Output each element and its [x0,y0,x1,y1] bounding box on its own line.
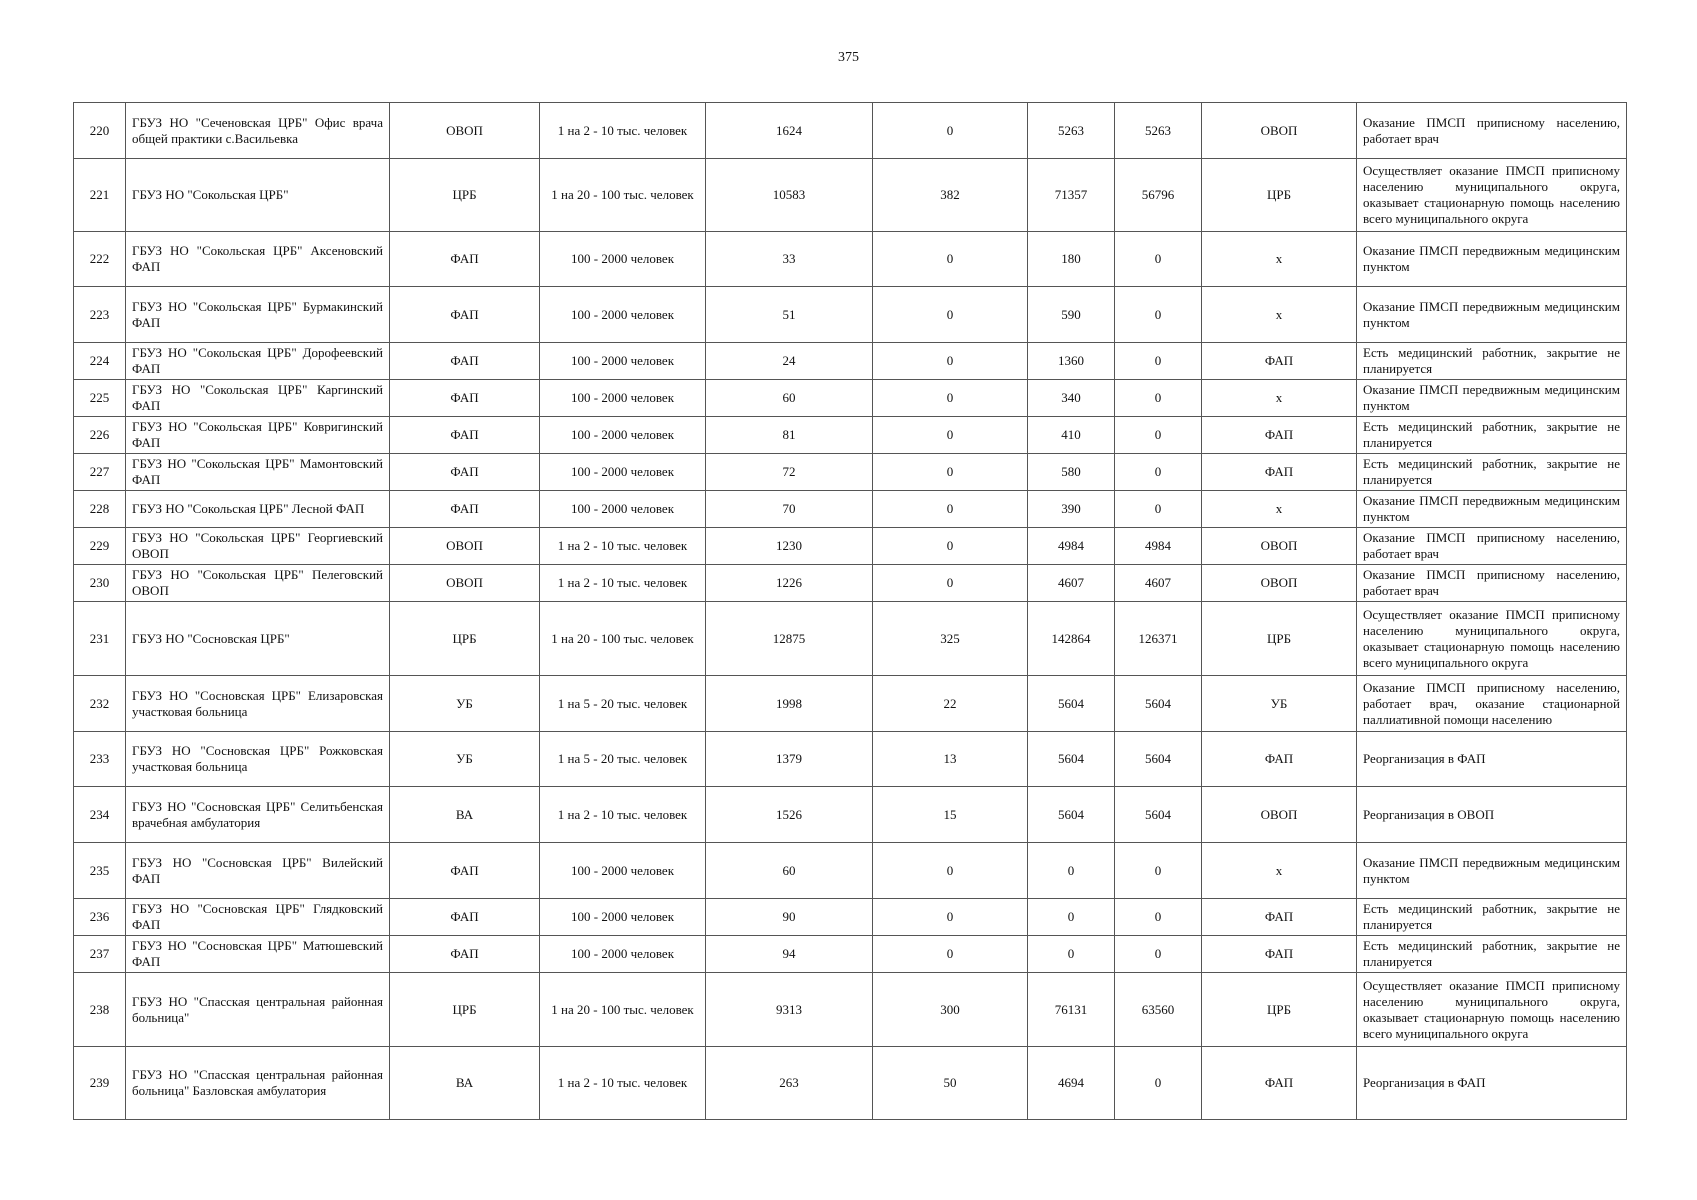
facility-name: ГБУЗ НО "Сокольская ЦРБ" Георгиевский ОВОП [126,528,390,565]
value-2: 63560 [1115,973,1202,1047]
attached-population: 1998 [706,676,873,732]
target-type: ЦРБ [1202,973,1357,1047]
bed-count: 0 [873,287,1028,343]
value-1: 5604 [1028,787,1115,843]
facility-type: ФАП [390,232,540,287]
facility-name: ГБУЗ НО "Сеченовская ЦРБ" Офис врача общей практики с.Васильевка [126,103,390,159]
value-1: 4694 [1028,1047,1115,1120]
note: Есть медицинский работник, закрытие не планируется [1357,343,1627,380]
target-type: ФАП [1202,417,1357,454]
row-number: 232 [74,676,126,732]
target-type: ФАП [1202,936,1357,973]
value-2: 0 [1115,380,1202,417]
target-type: ОВОП [1202,787,1357,843]
attached-population: 10583 [706,159,873,232]
coverage-norm: 1 на 2 - 10 тыс. человек [540,1047,706,1120]
facility-name: ГБУЗ НО "Сокольская ЦРБ" Пелеговский ОВОП [126,565,390,602]
attached-population: 70 [706,491,873,528]
target-type: ОВОП [1202,103,1357,159]
bed-count: 382 [873,159,1028,232]
attached-population: 12875 [706,602,873,676]
facility-type: ФАП [390,899,540,936]
value-2: 0 [1115,417,1202,454]
value-1: 71357 [1028,159,1115,232]
value-2: 0 [1115,1047,1202,1120]
table-row [74,417,1627,454]
value-1: 76131 [1028,973,1115,1047]
target-type: х [1202,287,1357,343]
bed-count: 325 [873,602,1028,676]
note: Оказание ПМСП передвижным медицинским пунктом [1357,843,1627,899]
value-2: 0 [1115,232,1202,287]
value-2: 5604 [1115,732,1202,787]
value-2: 126371 [1115,602,1202,676]
facility-name: ГБУЗ НО "Спасская центральная районная больница" [126,973,390,1047]
table-row [74,343,1627,380]
facility-name: ГБУЗ НО "Сокольская ЦРБ" Каргинский ФАП [126,380,390,417]
row-number: 233 [74,732,126,787]
facility-type: ФАП [390,417,540,454]
bed-count: 0 [873,232,1028,287]
table-row [74,602,1627,676]
target-type: х [1202,843,1357,899]
row-number: 235 [74,843,126,899]
value-2: 0 [1115,843,1202,899]
facility-type: ФАП [390,343,540,380]
value-1: 390 [1028,491,1115,528]
table-row [74,528,1627,565]
facility-type: ФАП [390,380,540,417]
coverage-norm: 1 на 20 - 100 тыс. человек [540,159,706,232]
value-2: 5604 [1115,787,1202,843]
coverage-norm: 100 - 2000 человек [540,287,706,343]
value-2: 4607 [1115,565,1202,602]
attached-population: 9313 [706,973,873,1047]
coverage-norm: 100 - 2000 человек [540,232,706,287]
facility-type: ВА [390,787,540,843]
note: Реорганизация в ФАП [1357,732,1627,787]
row-number: 234 [74,787,126,843]
target-type: УБ [1202,676,1357,732]
facility-type: ФАП [390,454,540,491]
target-type: ФАП [1202,732,1357,787]
facility-name: ГБУЗ НО "Сокольская ЦРБ" Бурмакинский ФАП [126,287,390,343]
bed-count: 0 [873,528,1028,565]
value-1: 590 [1028,287,1115,343]
table-row [74,732,1627,787]
coverage-norm: 100 - 2000 человек [540,899,706,936]
value-1: 0 [1028,936,1115,973]
note: Оказание ПМСП передвижным медицинским пунктом [1357,380,1627,417]
coverage-norm: 1 на 2 - 10 тыс. человек [540,528,706,565]
coverage-norm: 100 - 2000 человек [540,343,706,380]
row-number: 224 [74,343,126,380]
note: Осуществляет оказание ПМСП приписному населению муниципального округа, оказывает стационарную помощь населению всего муниципального округа [1357,159,1627,232]
coverage-norm: 100 - 2000 человек [540,936,706,973]
note: Осуществляет оказание ПМСП приписному населению муниципального округа, оказывает стационарную помощь населению всего муниципального округа [1357,973,1627,1047]
bed-count: 15 [873,787,1028,843]
coverage-norm: 1 на 2 - 10 тыс. человек [540,565,706,602]
note: Реорганизация в ФАП [1357,1047,1627,1120]
bed-count: 0 [873,454,1028,491]
value-2: 56796 [1115,159,1202,232]
facility-name: ГБУЗ НО "Сосновская ЦРБ" Елизаровская участковая больница [126,676,390,732]
note: Оказание ПМСП приписному населению, работает врач [1357,565,1627,602]
value-1: 580 [1028,454,1115,491]
facility-type: ЦРБ [390,973,540,1047]
facility-name: ГБУЗ НО "Сосновская ЦРБ" [126,602,390,676]
target-type: ОВОП [1202,565,1357,602]
facility-name: ГБУЗ НО "Сосновская ЦРБ" Глядковский ФАП [126,899,390,936]
coverage-norm: 1 на 20 - 100 тыс. человек [540,602,706,676]
target-type: ФАП [1202,454,1357,491]
attached-population: 1230 [706,528,873,565]
note: Есть медицинский работник, закрытие не планируется [1357,454,1627,491]
attached-population: 1624 [706,103,873,159]
row-number: 237 [74,936,126,973]
facility-name: ГБУЗ НО "Сокольская ЦРБ" Мамонтовский ФАП [126,454,390,491]
page-number: 375 [838,50,859,65]
facility-type: ФАП [390,491,540,528]
coverage-norm: 1 на 2 - 10 тыс. человек [540,787,706,843]
facility-name: ГБУЗ НО "Сокольская ЦРБ" Лесной ФАП [126,491,390,528]
note: Осуществляет оказание ПМСП приписному населению муниципального округа, оказывает стационарную помощь населению всего муниципального округа [1357,602,1627,676]
row-number: 230 [74,565,126,602]
coverage-norm: 100 - 2000 человек [540,380,706,417]
value-1: 0 [1028,899,1115,936]
value-2: 5263 [1115,103,1202,159]
table-row [74,973,1627,1047]
target-type: ОВОП [1202,528,1357,565]
bed-count: 50 [873,1047,1028,1120]
value-1: 5604 [1028,732,1115,787]
bed-count: 0 [873,380,1028,417]
note: Оказание ПМСП приписному населению, работает врач, оказание стационарной паллиативной помощи населению [1357,676,1627,732]
coverage-norm: 100 - 2000 человек [540,843,706,899]
row-number: 228 [74,491,126,528]
facility-name: ГБУЗ НО "Сосновская ЦРБ" Рожковская участковая больница [126,732,390,787]
coverage-norm: 1 на 5 - 20 тыс. человек [540,676,706,732]
facility-name: ГБУЗ НО "Спасская центральная районная больница" Базловская амбулатория [126,1047,390,1120]
target-type: х [1202,380,1357,417]
facility-type: ФАП [390,287,540,343]
value-1: 142864 [1028,602,1115,676]
note: Оказание ПМСП передвижным медицинским пунктом [1357,232,1627,287]
facility-type: ЦРБ [390,159,540,232]
row-number: 226 [74,417,126,454]
attached-population: 72 [706,454,873,491]
value-1: 180 [1028,232,1115,287]
row-number: 236 [74,899,126,936]
facility-name: ГБУЗ НО "Сокольская ЦРБ" Ковригинский ФАП [126,417,390,454]
row-number: 227 [74,454,126,491]
row-number: 231 [74,602,126,676]
attached-population: 263 [706,1047,873,1120]
table-row [74,287,1627,343]
facility-type: УБ [390,732,540,787]
value-2: 5604 [1115,676,1202,732]
bed-count: 0 [873,843,1028,899]
attached-population: 90 [706,899,873,936]
value-2: 0 [1115,899,1202,936]
row-number: 238 [74,973,126,1047]
attached-population: 60 [706,380,873,417]
bed-count: 0 [873,936,1028,973]
table-body [74,103,1627,1120]
row-number: 223 [74,287,126,343]
table-row [74,232,1627,287]
target-type: ФАП [1202,1047,1357,1120]
target-type: ФАП [1202,343,1357,380]
attached-population: 24 [706,343,873,380]
note: Оказание ПМСП приписному населению, работает врач [1357,103,1627,159]
table-row [74,676,1627,732]
row-number: 222 [74,232,126,287]
table-row [74,565,1627,602]
target-type: ЦРБ [1202,602,1357,676]
attached-population: 51 [706,287,873,343]
target-type: ЦРБ [1202,159,1357,232]
attached-population: 60 [706,843,873,899]
table-row [74,899,1627,936]
attached-population: 1526 [706,787,873,843]
table-row [74,787,1627,843]
note: Есть медицинский работник, закрытие не планируется [1357,936,1627,973]
row-number: 221 [74,159,126,232]
facility-type: ФАП [390,936,540,973]
target-type: х [1202,491,1357,528]
coverage-norm: 1 на 2 - 10 тыс. человек [540,103,706,159]
facility-name: ГБУЗ НО "Сосновская ЦРБ" Вилейский ФАП [126,843,390,899]
bed-count: 300 [873,973,1028,1047]
table-row [74,491,1627,528]
facility-name: ГБУЗ НО "Сокольская ЦРБ" Дорофеевский ФАП [126,343,390,380]
facility-name: ГБУЗ НО "Сосновская ЦРБ" Селитьбенская врачебная амбулатория [126,787,390,843]
table-row [74,1047,1627,1120]
table-row [74,843,1627,899]
table-row [74,159,1627,232]
bed-count: 0 [873,417,1028,454]
facility-name: ГБУЗ НО "Сокольская ЦРБ" Аксеновский ФАП [126,232,390,287]
facility-name: ГБУЗ НО "Сосновская ЦРБ" Матюшевский ФАП [126,936,390,973]
row-number: 239 [74,1047,126,1120]
bed-count: 0 [873,491,1028,528]
bed-count: 22 [873,676,1028,732]
value-1: 0 [1028,843,1115,899]
table-row [74,103,1627,159]
value-1: 4607 [1028,565,1115,602]
bed-count: 0 [873,899,1028,936]
target-type: ФАП [1202,899,1357,936]
attached-population: 1226 [706,565,873,602]
note: Оказание ПМСП передвижным медицинским пунктом [1357,287,1627,343]
note: Оказание ПМСП приписному населению, работает врач [1357,528,1627,565]
coverage-norm: 1 на 5 - 20 тыс. человек [540,732,706,787]
attached-population: 94 [706,936,873,973]
value-2: 0 [1115,287,1202,343]
row-number: 220 [74,103,126,159]
table-row [74,454,1627,491]
facility-type: ФАП [390,843,540,899]
target-type: х [1202,232,1357,287]
coverage-norm: 1 на 20 - 100 тыс. человек [540,973,706,1047]
note: Есть медицинский работник, закрытие не планируется [1357,899,1627,936]
facility-type: ОВОП [390,528,540,565]
facility-table [73,102,1627,1120]
value-2: 0 [1115,454,1202,491]
attached-population: 1379 [706,732,873,787]
facility-type: ВА [390,1047,540,1120]
bed-count: 0 [873,343,1028,380]
value-1: 4984 [1028,528,1115,565]
value-1: 340 [1028,380,1115,417]
note: Оказание ПМСП передвижным медицинским пунктом [1357,491,1627,528]
value-1: 5604 [1028,676,1115,732]
coverage-norm: 100 - 2000 человек [540,454,706,491]
value-2: 0 [1115,936,1202,973]
coverage-norm: 100 - 2000 человек [540,417,706,454]
attached-population: 33 [706,232,873,287]
bed-count: 13 [873,732,1028,787]
value-2: 4984 [1115,528,1202,565]
value-2: 0 [1115,343,1202,380]
row-number: 229 [74,528,126,565]
attached-population: 81 [706,417,873,454]
bed-count: 0 [873,103,1028,159]
value-1: 410 [1028,417,1115,454]
value-1: 5263 [1028,103,1115,159]
note: Реорганизация в ОВОП [1357,787,1627,843]
note: Есть медицинский работник, закрытие не планируется [1357,417,1627,454]
facility-type: УБ [390,676,540,732]
row-number: 225 [74,380,126,417]
coverage-norm: 100 - 2000 человек [540,491,706,528]
facility-type: ЦРБ [390,602,540,676]
value-2: 0 [1115,491,1202,528]
bed-count: 0 [873,565,1028,602]
facility-type: ОВОП [390,565,540,602]
table-row [74,936,1627,973]
value-1: 1360 [1028,343,1115,380]
facility-type: ОВОП [390,103,540,159]
facility-name: ГБУЗ НО "Сокольская ЦРБ" [126,159,390,232]
table-row [74,380,1627,417]
